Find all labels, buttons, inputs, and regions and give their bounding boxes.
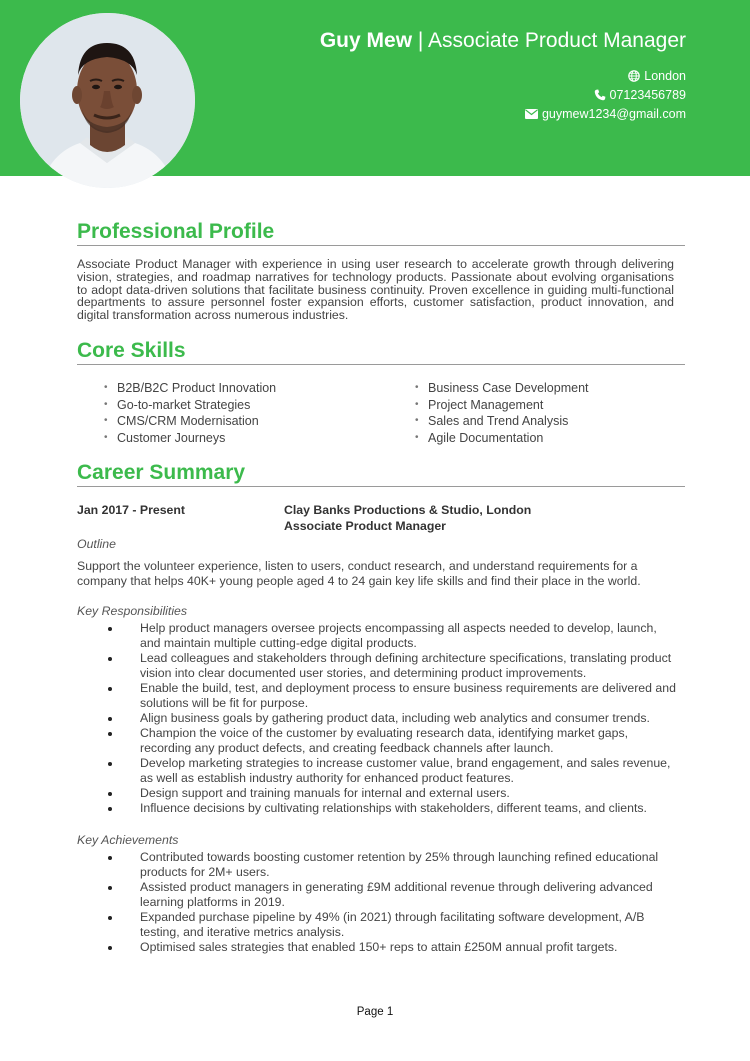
job-date: Jan 2017 - Present <box>77 503 186 517</box>
email-text[interactable]: guymew1234@gmail.com <box>541 107 686 121</box>
profile-text: Associate Product Manager with experience in using user research to accelerate growth through delivering vision, strategies, and roadmap narratives for technology products. Passionate about evolving organisations to adopt data-driven solutions that facilitate business continuity. Proven excellence in guiding multi-functional departments to assure personnel foster expansion efforts, customer satisfaction, product innovation, and digital transformation across numerous industries. <box>77 257 674 323</box>
outline-label: Outline <box>77 537 116 551</box>
responsibilities-label: Key Responsibilities <box>77 604 188 618</box>
contact-location <box>628 69 686 83</box>
skill-item: • Business Case Development <box>415 380 589 397</box>
name-title-line <box>320 29 686 53</box>
candidate-name: Guy Mew <box>319 29 413 52</box>
skill-item: • CMS/CRM Modernisation <box>104 413 276 430</box>
outline-text: Support the volunteer experience, listen to users, conduct research, and understand requirements for a company that helps 40K+ young people aged 4 to 24 gain key life skills and find their place in the world. <box>77 559 641 588</box>
phone-text: 07123456789 <box>609 88 686 102</box>
skills-list-left <box>104 380 276 446</box>
list-item: Enable the build, test, and deployment process to ensure business requirements are delivered and solutions will be fit for purpose. <box>108 681 678 711</box>
contact-phone <box>594 88 686 102</box>
list-item: Lead colleagues and stakeholders through defining architecture specifications, translating product vision into clear documented user stories, and determining product improvements. <box>108 651 678 681</box>
list-item: Develop marketing strategies to increase customer value, brand engagement, and sales revenue, as well as establish industry authority for enhanced product features. <box>108 756 678 786</box>
profile-photo <box>20 13 195 188</box>
skill-item: • Go-to-market Strategies <box>104 397 276 414</box>
envelope-icon <box>525 109 538 119</box>
list-item: Help product managers oversee projects encompassing all aspects needed to develop, launch, and maintain multiple cutting-edge digital products. <box>108 621 678 651</box>
skill-item: • Sales and Trend Analysis <box>415 413 589 430</box>
contact-email <box>525 107 686 121</box>
header-banner <box>0 0 750 176</box>
list-item: Optimised sales strategies that enabled 150+ reps to attain £250M annual profit targets. <box>108 940 678 955</box>
job-company: Clay Banks Productions & Studio, London <box>284 503 532 517</box>
achievements-list <box>108 850 678 955</box>
profile-heading: Professional Profile <box>77 220 685 246</box>
list-item: Influence decisions by cultivating relationships with stakeholders, different teams, and clients. <box>108 801 678 816</box>
job-role: Associate Product Manager <box>284 518 446 533</box>
list-item: Align business goals by gathering product data, including web analytics and consumer trends. <box>108 711 678 726</box>
list-item: Champion the voice of the customer by evaluating research data, identifying market gaps, recording any product defects, and creating feedback channels after launch. <box>108 726 678 756</box>
career-heading: Career Summary <box>77 461 685 487</box>
skill-item: • Project Management <box>415 397 589 414</box>
skill-item: • B2B/B2C Product Innovation <box>104 380 276 397</box>
job-company-block <box>284 503 531 534</box>
globe-icon <box>628 70 640 82</box>
list-item: Contributed towards boosting customer retention by 25% through launching refined educational products for 2M+ users. <box>108 850 678 880</box>
skills-heading: Core Skills <box>77 339 685 365</box>
achievements-label: Key Achievements <box>77 833 179 847</box>
location-text: London <box>644 69 686 83</box>
list-item: Assisted product managers in generating £9M additional revenue through delivering advanced learning platforms in 2019. <box>108 880 678 910</box>
list-item: Design support and training manuals for internal and external users. <box>108 786 678 801</box>
title-separator: | <box>417 29 424 52</box>
candidate-title: Associate Product Manager <box>428 29 686 52</box>
skill-item: • Agile Documentation <box>415 430 589 447</box>
list-item: Expanded purchase pipeline by 49% (in 2021) through facilitating software development, A/B testing, and iterative metrics analysis. <box>108 910 678 940</box>
responsibilities-list <box>108 621 678 816</box>
skills-list-right <box>415 380 589 446</box>
page-number: Page 1 <box>356 1006 394 1018</box>
skill-item: • Customer Journeys <box>104 430 276 447</box>
phone-icon <box>594 89 606 101</box>
